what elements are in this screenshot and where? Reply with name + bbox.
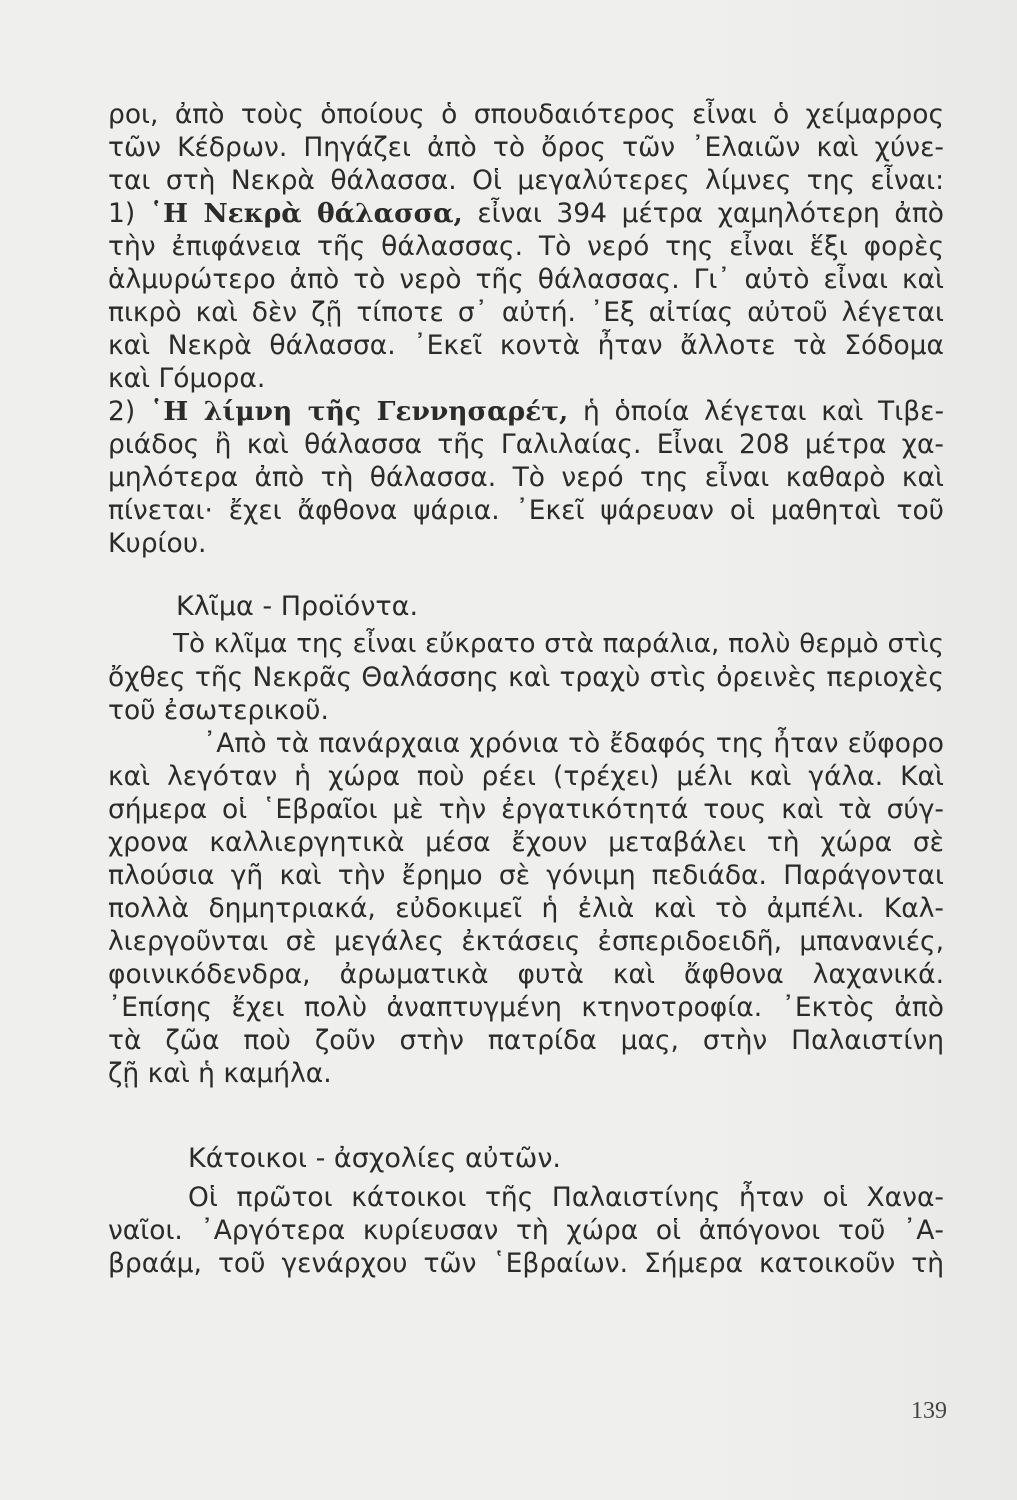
text-line: πλούσια γῆ καὶ τὴν ἔρημο σὲ γόνιμη πεδιάδα. Παράγονται — [108, 860, 944, 891]
text-line: χρονα καλλιεργητικὰ μέσα ἔχουν μεταβάλει τὴ χώρα σὲ — [108, 827, 944, 858]
text-line: Οἱ πρῶτοι κάτοικοι τῆς Παλαιστίνης ἦταν οἱ Χανα- — [188, 1182, 944, 1213]
text-line: καὶ Νεκρὰ θάλασσα. ᾿Εκεῖ κοντὰ ἦταν ἄλλοτε τὰ Σόδομα — [108, 330, 944, 361]
text-line: σήμερα οἱ ῾Εβραῖοι μὲ τὴν ἐργατικότητά τους καὶ τὰ σύγ- — [108, 794, 944, 825]
text-line: ζῇ καὶ ἡ καμήλα. — [108, 1058, 332, 1089]
text-line: λιεργοῦνται σὲ μεγάλες ἐκτάσεις ἐσπεριδοειδῆ, μπανανιές, — [108, 926, 944, 957]
text-fragment: εἶναι 394 μέτρα χαμηλότερη ἀπὸ — [462, 198, 945, 229]
list-number: 1) — [108, 198, 150, 229]
section-heading: Κάτοικοι - ἀσχολίες αὐτῶν. — [188, 1143, 562, 1174]
text-line: ναῖοι. ᾿Αργότερα κυρίευσαν τὴ χώρα οἱ ἀπόγονοι τοῦ ᾿Α- — [108, 1215, 944, 1246]
text-line: τὴν ἐπιφάνεια τῆς θάλασσας. Τὸ νερό της εἶναι ἕξι φορὲς — [108, 231, 944, 262]
lake-gennesaret-paragraph — [108, 395, 944, 560]
lake-name: ῾Η λίμνη τῆς Γεννησαρέτ, — [149, 396, 569, 427]
text-line: τῶν Κέδρων. Πηγάζει ἀπὸ τὸ ὄρος τῶν ᾿Ελαιῶν καὶ χύνε- — [108, 132, 944, 163]
text-line: καὶ λεγόταν ἡ χώρα ποὺ ρέει (τρέχει) μέλι καὶ γάλα. Καὶ — [108, 761, 944, 792]
text-line: Κυρίου. — [108, 528, 207, 559]
text-line: ἁλμυρώτερο ἀπὸ τὸ νερὸ τῆς θάλασσας. Γι᾿ αὐτὸ εἶναι καὶ — [108, 264, 944, 295]
text-line: ριάδος ἢ καὶ θάλασσα τῆς Γαλιλαίας. Εἶναι 208 μέτρα χα- — [108, 429, 944, 460]
text-line — [108, 395, 944, 428]
text-line: πικρὸ καὶ δὲν ζῇ τίποτε σ᾿ αὐτή. ᾿Εξ αἰτίας αὐτοῦ λέγεται — [108, 297, 944, 328]
text-line: καὶ Γόμορα. — [108, 363, 266, 394]
intro-paragraph — [108, 98, 944, 197]
text-line: βραάμ, τοῦ γενάρχου τῶν ῾Εβραίων. Σήμερα κατοικοῦν τὴ — [108, 1248, 944, 1279]
text-line: τὰ ζῶα ποὺ ζοῦν στὴν πατρίδα μας, στὴν Παλαιστίνη — [108, 1025, 944, 1056]
text-line: πολλὰ δημητριακά, εὐδοκιμεῖ ἡ ἐλιὰ καὶ τὸ ἀμπέλι. Καλ- — [108, 893, 944, 924]
section-heading: Κλῖμα - Προϊόντα. — [176, 591, 419, 622]
text-line — [108, 197, 944, 230]
text-line: φοινικόδενδρα, ἀρωματικὰ φυτὰ καὶ ἄφθονα λαχανικά. — [108, 959, 944, 990]
text-line: ὄχθες τῆς Νεκρᾶς Θαλάσσης καὶ τραχὺ στὶς ὀρεινὲς περιοχὲς — [108, 662, 944, 693]
text-line: ᾿Επίσης ἔχει πολὺ ἀναπτυγμένη κτηνοτροφία. ᾿Εκτὸς ἀπὸ — [108, 992, 944, 1023]
inhabitants-section — [108, 1142, 944, 1280]
lake-name: ῾Η Νεκρὰ θάλασσα, — [149, 198, 463, 229]
text-line: ροι, ἀπὸ τοὺς ὁποίους ὁ σπουδαιότερος εἶναι ὁ χείμαρρος — [108, 99, 944, 130]
climate-section — [108, 590, 944, 1090]
page-body — [108, 98, 944, 1280]
text-fragment: ἡ ὁποία λέγεται καὶ Τιβε- — [568, 396, 945, 427]
lake-dead-sea-paragraph — [108, 197, 944, 395]
text-line: ται στὴ Νεκρὰ θάλασσα. Οἱ μεγαλύτερες λίμνες της εἶναι: — [108, 165, 944, 196]
text-line: πίνεται· ἔχει ἄφθονα ψάρια. ᾿Εκεῖ ψάρευαν οἱ μαθηταὶ τοῦ — [108, 495, 944, 526]
list-number: 2) — [108, 396, 150, 427]
text-line: ᾿Απὸ τὰ πανάρχαια χρόνια τὸ ἔδαφός της ἦταν εὔφορο — [203, 728, 944, 759]
text-line: τοῦ ἐσωτερικοῦ. — [108, 695, 329, 726]
text-line: μηλότερα ἀπὸ τὴ θάλασσα. Τὸ νερό της εἶναι καθαρὸ καὶ — [108, 462, 944, 493]
text-line: Τὸ κλῖμα της εἶναι εὔκρατο στὰ παράλια, πολὺ θερμὸ στὶς — [173, 629, 944, 659]
page-number: 139 — [911, 1398, 947, 1424]
